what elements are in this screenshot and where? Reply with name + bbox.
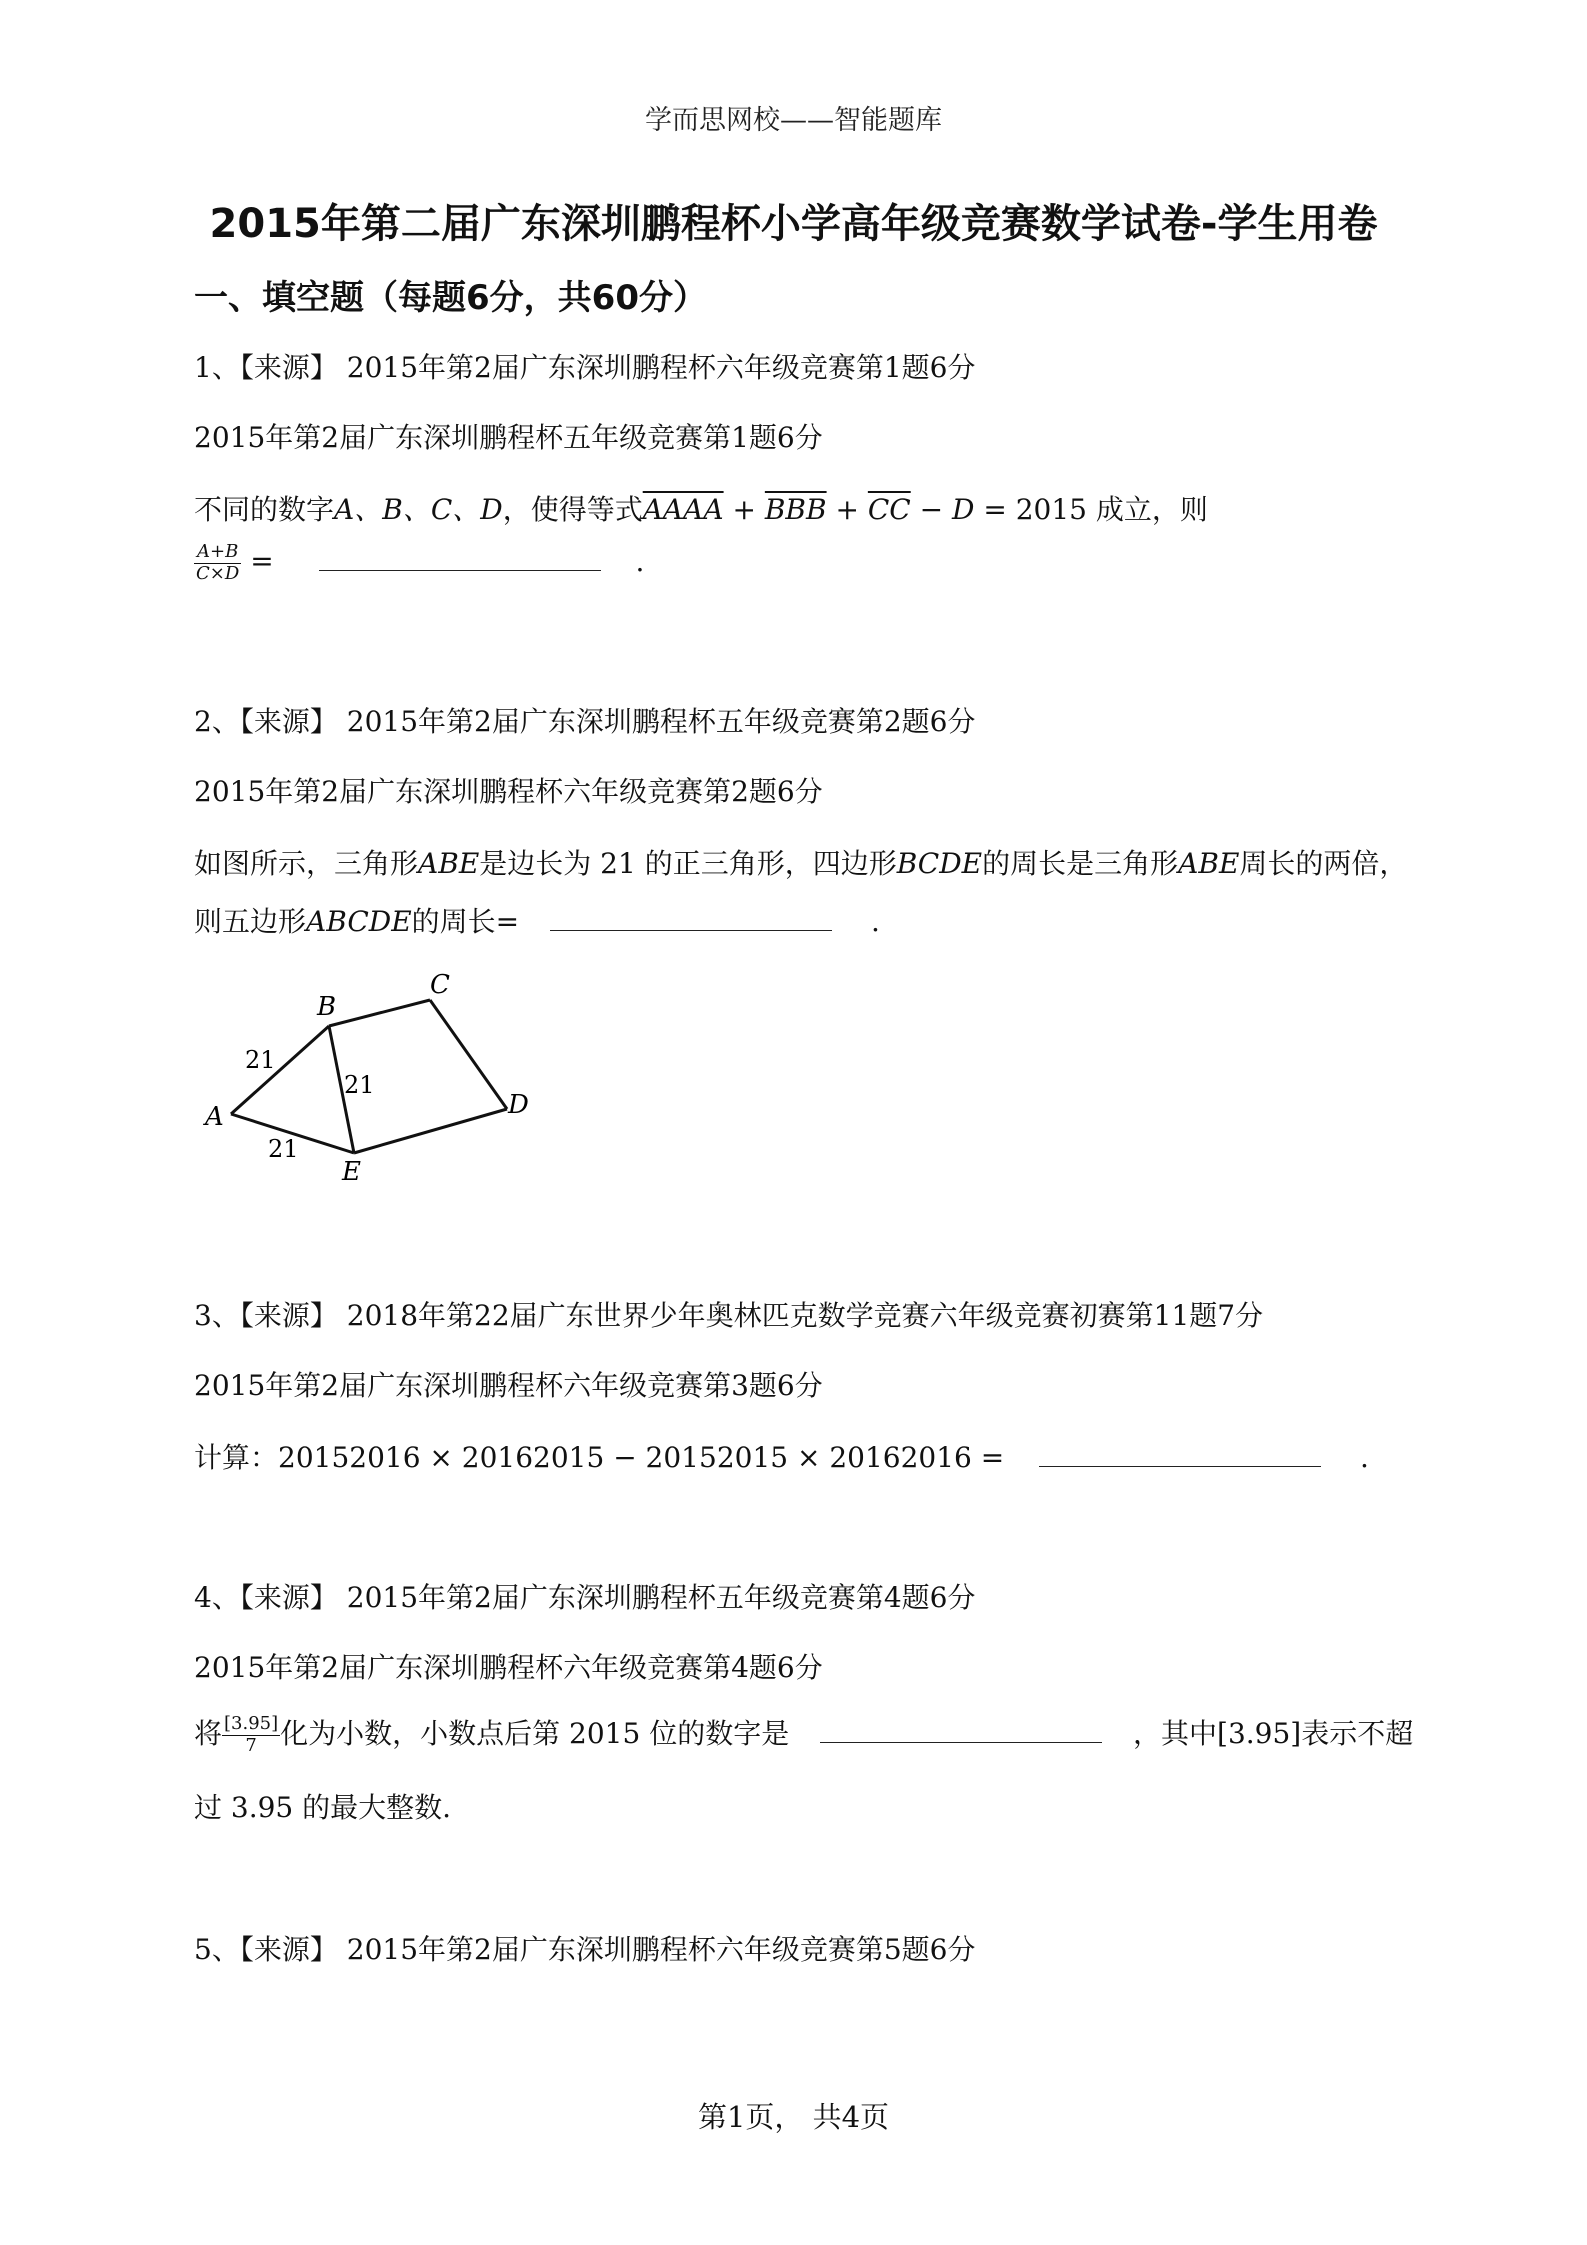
q4-statement-1 xyxy=(194,1712,1413,1757)
q1-overline-bbb: $\overline{BBB}$ xyxy=(764,493,827,526)
q5-source-1: 2015年第2届广东深圳鹏程杯六年级竞赛第5题6分 xyxy=(346,1933,976,1966)
vertex-e-label: E xyxy=(342,1157,361,1187)
q4-source-line xyxy=(194,1576,975,1616)
q1-text-a: 不同的数字 xyxy=(194,493,335,526)
q1-answer-blank[interactable] xyxy=(319,569,601,571)
q1-eq-2015: = 2015 xyxy=(974,493,1087,526)
q2-source-label: 【来源】 xyxy=(239,705,338,738)
q2-number: 2、 xyxy=(194,705,240,738)
q1-text-b: ，使得等式 xyxy=(502,493,643,526)
q1-answer-line xyxy=(194,542,644,584)
q4-source-2: 2015年第2届广东深圳鹏程杯六年级竞赛第4题6分 xyxy=(194,1651,823,1684)
vertex-d-label: D xyxy=(508,1090,529,1120)
q3-source-label: 【来源】 xyxy=(239,1299,338,1332)
q2-statement-2 xyxy=(194,900,880,940)
q3-statement xyxy=(194,1436,1369,1476)
q5-source-line xyxy=(194,1928,975,1968)
q4-t1: 将 xyxy=(194,1717,223,1750)
q2-v2: BCDE xyxy=(896,847,983,880)
q2-v4: ABCDE xyxy=(306,905,412,938)
page-footer: 第1页， 共4页 xyxy=(697,2100,890,2134)
q1-minus: − xyxy=(910,493,952,526)
q2-answer-blank[interactable] xyxy=(550,929,832,931)
q4-t2: 化为小数，小数点后第 2015 位的数字是 xyxy=(280,1717,790,1750)
q2-t5: 则五边形 xyxy=(194,905,307,938)
q1-plus-1: + xyxy=(723,493,765,526)
q4-answer-blank[interactable] xyxy=(820,1741,1102,1743)
q2-v3: ABE xyxy=(1178,847,1240,880)
q2-t3: 的周长是三角形 xyxy=(982,847,1179,880)
q1-end-period: . xyxy=(635,544,645,578)
q1-frac-den: C×D xyxy=(196,562,240,584)
q2-t4: 周长的两倍， xyxy=(1239,847,1408,880)
q2-pentagon-figure xyxy=(190,965,550,1195)
q1-text-c: 成立，则 xyxy=(1086,493,1208,526)
q2-t2: 是边长为 21 的正三角形，四边形 xyxy=(479,847,897,880)
q1-equals: = xyxy=(241,544,274,578)
q4-frac-den: 7 xyxy=(245,1735,257,1756)
q1-d: D xyxy=(951,493,975,526)
q5-source-label: 【来源】 xyxy=(239,1933,338,1966)
vertex-b-label: B xyxy=(317,992,337,1022)
q1-source-1: 2015年第2届广东深圳鹏程杯六年级竞赛第1题6分 xyxy=(346,351,976,384)
page-title: 2015年第二届广东深圳鹏程杯小学高年级竞赛数学试卷-学生用卷 xyxy=(209,201,1378,247)
q1-number: 1、 xyxy=(194,351,240,384)
q1-vars: A、B、C、D xyxy=(334,493,503,526)
q3-answer-blank[interactable] xyxy=(1039,1465,1321,1467)
q2-source-line xyxy=(194,700,975,740)
q4-t3: ，其中[3.95]表示不超 xyxy=(1133,1717,1414,1750)
page-header: 学而思网校——智能题库 xyxy=(645,105,942,136)
edge-cd xyxy=(430,1000,507,1109)
q4-source-label: 【来源】 xyxy=(239,1581,338,1614)
edge-ae-length: 21 xyxy=(268,1135,299,1163)
q4-source-1: 2015年第2届广东深圳鹏程杯五年级竞赛第4题6分 xyxy=(346,1581,976,1614)
q1-overline-aaaa: AAAA xyxy=(642,493,724,526)
q1-plus-2: + xyxy=(826,493,868,526)
q3-text: 计算：20152016 × 20162015 − 20152015 × 20162016 = xyxy=(194,1441,1005,1474)
edge-bc xyxy=(329,1000,430,1026)
vertex-c-label: C xyxy=(430,970,450,1000)
edge-ab-length: 21 xyxy=(245,1046,276,1074)
q2-t6: 的周长= xyxy=(411,905,520,938)
q1-source-label: 【来源】 xyxy=(239,351,338,384)
q2-statement-1 xyxy=(194,842,1407,882)
section-heading: 一、填空题（每题6分，共60分） xyxy=(194,278,707,318)
q1-overline-cc: $\overline{CC}$ xyxy=(867,493,911,526)
edge-de xyxy=(354,1109,507,1153)
q2-source-2: 2015年第2届广东深圳鹏程杯六年级竞赛第2题6分 xyxy=(194,775,823,808)
q2-source-1: 2015年第2届广东深圳鹏程杯五年级竞赛第2题6分 xyxy=(346,705,976,738)
q5-number: 5、 xyxy=(194,1933,240,1966)
q2-t1: 如图所示，三角形 xyxy=(194,847,419,880)
q4-fraction xyxy=(222,1714,280,1756)
q1-source-2: 2015年第2届广东深圳鹏程杯五年级竞赛第1题6分 xyxy=(194,421,823,454)
q3-end-period: . xyxy=(1360,1441,1369,1474)
edge-be-length: 21 xyxy=(344,1071,375,1099)
vertex-a-label: A xyxy=(205,1102,224,1132)
q4-frac-num: [3.95] xyxy=(224,1713,279,1735)
q1-statement xyxy=(194,488,1208,528)
q1-source-line xyxy=(194,346,975,386)
q2-end-period: . xyxy=(870,905,880,938)
q3-source-2: 2015年第2届广东深圳鹏程杯六年级竞赛第3题6分 xyxy=(194,1369,823,1402)
q3-source-1: 2018年第22届广东世界少年奥林匹克数学竞赛六年级竞赛初赛第11题7分 xyxy=(346,1299,1264,1332)
q3-number: 3、 xyxy=(194,1299,240,1332)
q4-number: 4、 xyxy=(194,1581,240,1614)
q3-source-line xyxy=(194,1294,1263,1334)
q2-v1: ABE xyxy=(418,847,480,880)
q1-fraction xyxy=(194,542,241,584)
q1-frac-num: A+B xyxy=(194,542,241,564)
q4-statement-2: 过 3.95 的最大整数. xyxy=(194,1791,452,1824)
